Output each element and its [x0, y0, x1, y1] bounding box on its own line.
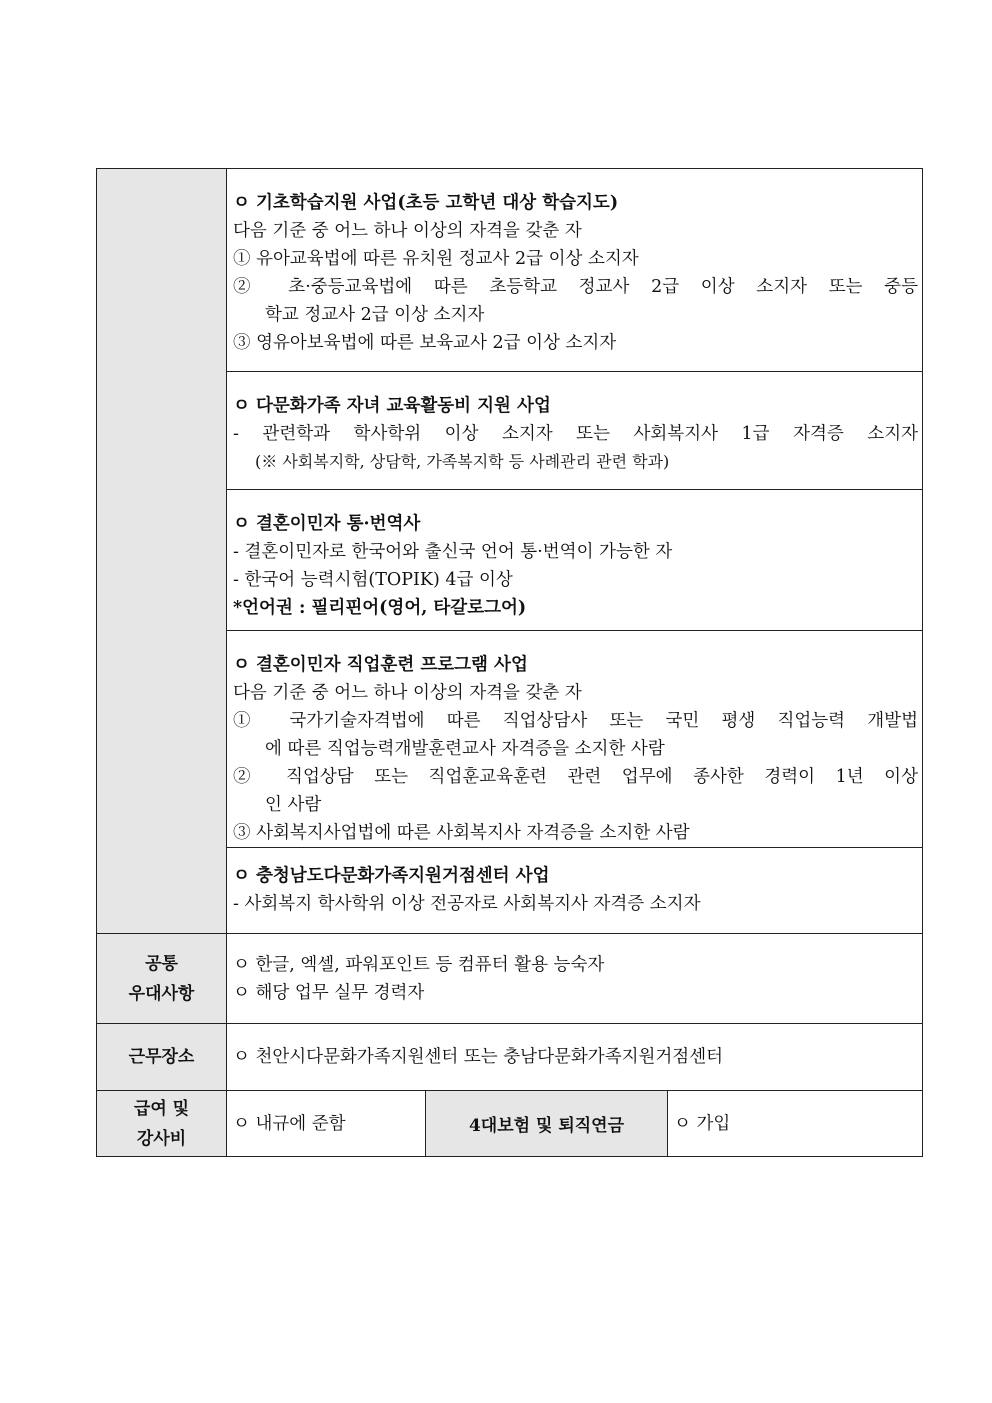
qualification-label-cell — [97, 169, 227, 934]
text-line: - 결혼이민자로 한국어와 출신국 언어 통·번역이 가능한 자 — [233, 542, 673, 562]
section-hub-center — [227, 848, 923, 934]
text-line: 에 따른 직업능력개발훈련교사 자격증을 소지한 사람 — [265, 739, 665, 759]
text-line: ② 초·중등교육법에 따른 초등학교 정교사 2급 이상 소지자 또는 중등 — [233, 277, 918, 297]
label-line: 급여 및 — [133, 1098, 190, 1119]
text-line: ② 직업상담 또는 직업훈교육훈련 관련 업무에 종사한 경력이 1년 이상 — [233, 767, 918, 787]
text-line: ① 국가기술자격법에 따른 직업상담사 또는 국민 평생 직업능력 개발법 — [233, 711, 918, 731]
salary-value: ㅇ 내규에 준함 — [227, 1091, 426, 1157]
text-line: ③ 영유아보육법에 따른 보육교사 2급 이상 소지자 — [233, 333, 617, 353]
label-line: 공통 — [145, 953, 178, 974]
salary-label — [97, 1091, 227, 1157]
note-line: (※ 사회복지학, 상담학, 가족복지학 등 사례관리 관련 학과) — [255, 452, 670, 471]
label-line: 강사비 — [136, 1128, 187, 1149]
text-line: ③ 사회복지사업법에 따른 사회복지사 자격증을 소지한 사람 — [233, 823, 690, 843]
section-title: ㅇ 결혼이민자 통·번역사 — [233, 514, 421, 534]
language-note: *언어권 : 필리핀어(영어, 타갈로그어) — [233, 598, 527, 618]
section-vocational-training — [227, 631, 923, 848]
text-line: 다음 기준 중 어느 하나 이상의 자격을 갖춘 자 — [233, 683, 582, 703]
text-line: - 한국어 능력시험(TOPIK) 4급 이상 — [233, 570, 513, 590]
text-line: ㅇ 해당 업무 실무 경력자 — [233, 982, 425, 1003]
section-title: ㅇ 충청남도다문화가족지원거점센터 사업 — [233, 866, 550, 886]
preference-content — [227, 934, 923, 1024]
workplace-value: ㅇ 천안시다문화가족지원센터 또는 충남다문화가족지원거점센터 — [227, 1024, 923, 1091]
section-title: ㅇ 다문화가족 자녀 교육활동비 지원 사업 — [233, 396, 551, 416]
section-title: ㅇ 기초학습지원 사업(초등 고학년 대상 학습지도) — [233, 193, 619, 213]
text-line: ① 유아교육법에 따른 유치원 정교사 2급 이상 소지자 — [233, 249, 639, 269]
section-basic-learning — [227, 169, 923, 372]
text-line: 다음 기준 중 어느 하나 이상의 자격을 갖춘 자 — [233, 221, 582, 241]
section-title: ㅇ 결혼이민자 직업훈련 프로그램 사업 — [233, 655, 528, 675]
workplace-label: 근무장소 — [97, 1024, 227, 1091]
insurance-label: 4대보험 및 퇴직연금 — [426, 1091, 668, 1157]
recruitment-table — [96, 168, 923, 1157]
insurance-value: ㅇ 가입 — [668, 1091, 923, 1157]
preference-label — [97, 934, 227, 1024]
text-line: 인 사람 — [265, 795, 322, 815]
section-interpreter — [227, 490, 923, 631]
text-line: - 관련학과 학사학위 이상 소지자 또는 사회복지사 1급 자격증 소지자 — [233, 424, 918, 444]
text-line: ㅇ 한글, 엑셀, 파워포인트 등 컴퓨터 활용 능숙자 — [233, 954, 605, 975]
text-line: - 사회복지 학사학위 이상 전공자로 사회복지사 자격증 소지자 — [233, 894, 701, 914]
label-line: 우대사항 — [128, 983, 195, 1004]
section-education-support — [227, 372, 923, 490]
text-line: 학교 정교사 2급 이상 소지자 — [265, 305, 485, 325]
